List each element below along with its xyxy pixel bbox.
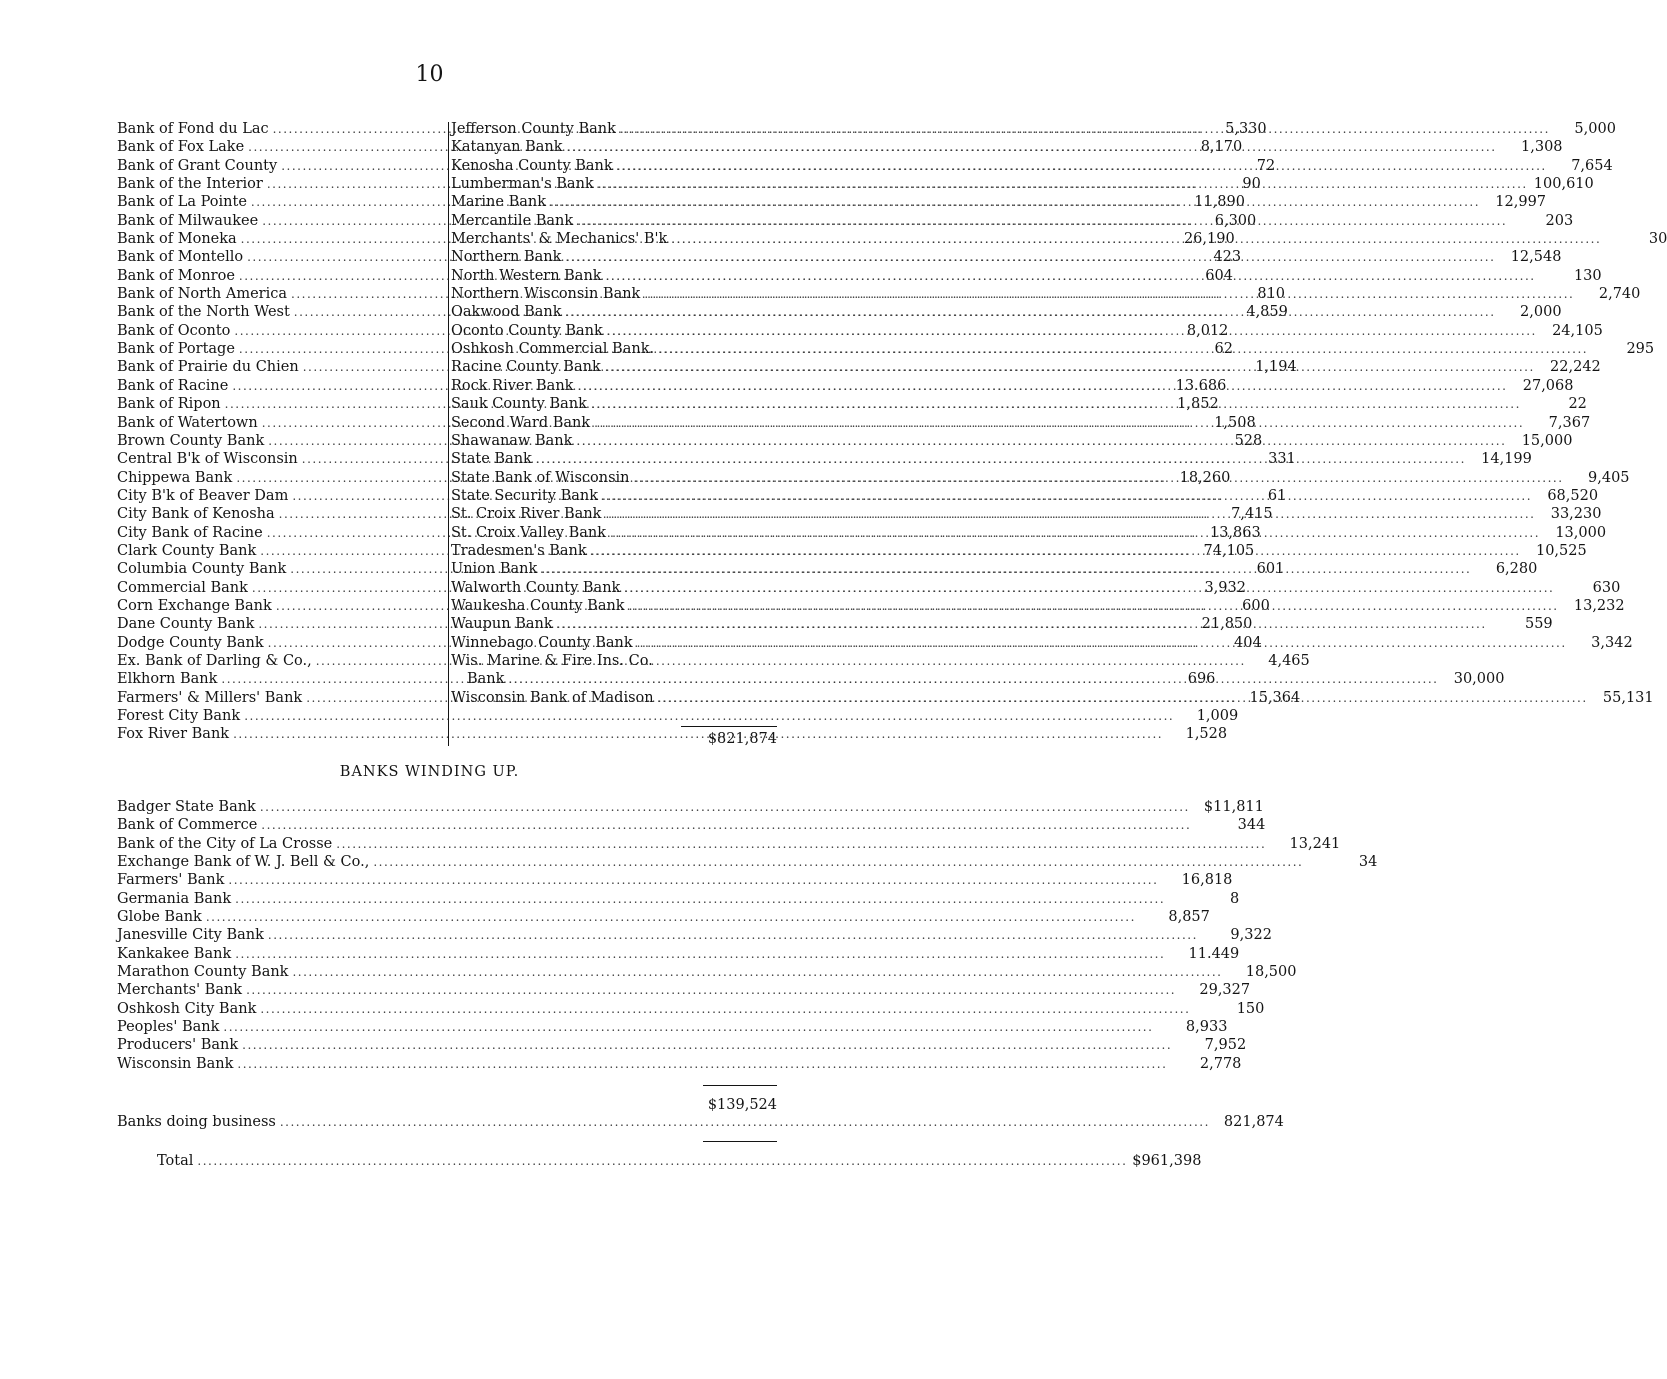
dot-leader bbox=[566, 303, 1496, 321]
subtotal-rule bbox=[703, 1085, 777, 1086]
dot-leader bbox=[242, 1036, 1172, 1054]
bank-amount: 74,105 bbox=[1203, 542, 1255, 559]
bank-amount: 203 bbox=[1545, 212, 1574, 229]
dot-leader bbox=[550, 193, 1480, 211]
bank-name: Forest City Bank bbox=[117, 708, 241, 724]
bank-name: Bank of North America bbox=[117, 286, 287, 303]
dot-leader bbox=[610, 524, 1540, 542]
bank-name: Bank of the Interior bbox=[117, 176, 263, 193]
winding-bank-row bbox=[117, 908, 1210, 926]
bank-name: Oshkosh City Bank bbox=[117, 1000, 257, 1017]
bank-amount: 4,465 bbox=[1268, 652, 1310, 669]
bank-amount: 7,415 bbox=[1231, 506, 1273, 523]
dot-leader bbox=[235, 890, 1165, 908]
bank-amount: 2,740 bbox=[1598, 286, 1641, 303]
bank-name: Oakwood Bank bbox=[451, 304, 562, 321]
bank-name: Peoples' Bank bbox=[117, 1019, 220, 1036]
bank-name: Commercial Bank bbox=[117, 579, 248, 596]
winding-bank-row bbox=[117, 981, 1251, 999]
bank-amount: 7,367 bbox=[1548, 414, 1591, 431]
doing-business-label: Banks doing business bbox=[117, 1114, 276, 1130]
dot-leader bbox=[206, 908, 1136, 926]
dot-leader bbox=[223, 1018, 1153, 1036]
dot-leader bbox=[577, 212, 1507, 230]
bank-amount: 12,997 bbox=[1495, 194, 1547, 211]
dot-leader bbox=[606, 267, 1536, 285]
bank-name: St. Croix River Bank bbox=[451, 506, 602, 523]
bank-row bbox=[451, 652, 777, 670]
dot-leader bbox=[261, 816, 1191, 834]
bank-name: Wisconsin Bank of Madison bbox=[451, 689, 654, 706]
bank-amount: 4,859 bbox=[1246, 304, 1288, 321]
dot-leader bbox=[607, 322, 1537, 340]
bank-amount: 5,330 bbox=[1225, 121, 1267, 137]
bank-name: State Bank of Wisconsin bbox=[451, 469, 630, 486]
bank-name: Racine County Bank bbox=[451, 359, 601, 376]
bank-amount: 3,342 bbox=[1591, 634, 1633, 651]
bank-amount: 55,131 bbox=[1602, 689, 1654, 706]
bank-name: Bank of Watertown bbox=[117, 414, 258, 431]
bank-amount: 8,012 bbox=[1186, 322, 1229, 339]
bank-name: Dane County Bank bbox=[117, 616, 255, 633]
bank-name: Farmers' & Millers' Bank bbox=[117, 689, 303, 706]
bank-amount: 1,009 bbox=[1196, 708, 1239, 724]
bank-amount: 6,280 bbox=[1495, 561, 1538, 578]
dot-leader bbox=[292, 963, 1222, 981]
dot-leader bbox=[658, 340, 1588, 358]
bank-amount: 696 bbox=[1187, 671, 1216, 688]
bank-name: Bank of the North West bbox=[117, 304, 290, 321]
bank-name: Union Bank bbox=[451, 561, 538, 578]
total-rule bbox=[681, 726, 777, 727]
dot-leader bbox=[557, 615, 1487, 633]
bank-amount: 12,548 bbox=[1510, 249, 1562, 266]
dot-leader bbox=[237, 1055, 1167, 1073]
dot-leader bbox=[658, 689, 1588, 707]
dot-leader bbox=[541, 560, 1471, 578]
dot-leader bbox=[605, 505, 1535, 523]
bank-name: North Western Bank bbox=[451, 267, 602, 284]
total-value: $961,398 bbox=[1132, 1153, 1202, 1169]
bank-name: Elkhorn Bank bbox=[117, 671, 218, 688]
bank-name: State Security Bank bbox=[451, 487, 599, 504]
winding-up-list bbox=[117, 798, 1378, 1073]
winding-bank-row bbox=[117, 1000, 1265, 1018]
dot-leader bbox=[598, 175, 1528, 193]
bank-name: Farmers' Bank bbox=[117, 872, 225, 889]
bank-name: Bank of Prairie du Chien bbox=[117, 359, 299, 376]
bank-amount: 6,300 bbox=[1214, 212, 1257, 229]
bank-amount: 62 bbox=[1214, 341, 1233, 358]
bank-amount: 68,520 bbox=[1547, 487, 1599, 504]
dot-leader bbox=[617, 157, 1547, 175]
bank-name: Bank of Oconto bbox=[117, 322, 231, 339]
bank-amount: 295 bbox=[1626, 341, 1655, 358]
bank-amount: 344 bbox=[1237, 817, 1266, 834]
winding-bank-row bbox=[117, 963, 1297, 981]
dot-leader bbox=[244, 707, 1174, 725]
bank-name: Bank of Milwaukee bbox=[117, 212, 259, 229]
bank-name: Bank of La Pointe bbox=[117, 194, 247, 211]
page-number: 10 bbox=[415, 62, 444, 87]
bank-name: Ex. Bank of Darling & Co., bbox=[117, 652, 312, 669]
bank-name: Kenosha County Bank bbox=[451, 157, 613, 174]
bank-name: Marine Bank bbox=[451, 194, 547, 211]
bank-amount: 14,199 bbox=[1481, 451, 1532, 468]
bank-name: Winnebago County Bank bbox=[451, 634, 633, 651]
dot-leader bbox=[280, 1113, 1210, 1131]
dot-leader bbox=[594, 414, 1524, 432]
bank-name: State Bank bbox=[451, 451, 532, 468]
bank-amount: 3,932 bbox=[1204, 579, 1246, 596]
bank-name: Corn Exchange Bank bbox=[117, 597, 272, 614]
bank-amount: 1,194 bbox=[1255, 359, 1297, 376]
winding-up-heading: BANKS WINDING UP. bbox=[339, 764, 520, 780]
bank-amount: 559 bbox=[1524, 616, 1553, 633]
bank-amount: 61 bbox=[1267, 487, 1287, 504]
bank-name: Bank of Montello bbox=[117, 249, 244, 266]
bank-row bbox=[117, 707, 1239, 725]
dot-leader bbox=[629, 597, 1559, 615]
bank-name: Jefferson County Bank bbox=[451, 121, 616, 137]
bank-name: Bank of Ripon bbox=[117, 396, 221, 413]
winding-bank-row bbox=[117, 1036, 1247, 1054]
bank-name: Wis. Marine & Fire Ins. Co. bbox=[451, 652, 653, 669]
bank-name: Columbia County Bank bbox=[117, 561, 287, 578]
bank-name: Sauk County Bank bbox=[451, 396, 587, 413]
bank-name: Northern Bank bbox=[451, 249, 562, 266]
bank-name: Badger State Bank bbox=[117, 799, 256, 815]
bank-name: Dodge County Bank bbox=[117, 634, 264, 651]
dot-leader bbox=[260, 1000, 1190, 1018]
dot-leader bbox=[235, 945, 1165, 963]
dot-leader bbox=[336, 835, 1266, 853]
bank-name: City Bank of Racine bbox=[117, 524, 263, 541]
winding-bank-row bbox=[117, 1055, 1242, 1073]
bank-name: Oshkosh Commercial Bank. bbox=[451, 341, 655, 358]
bank-amount: 600 bbox=[1242, 597, 1270, 614]
bank-amount: 810 bbox=[1257, 286, 1286, 303]
bank-amount: 22 bbox=[1568, 396, 1587, 413]
bank-name: Marathon County Bank bbox=[117, 964, 289, 981]
dot-leader bbox=[268, 926, 1198, 944]
bank-name: Merchants' & Mechanics' B'k bbox=[451, 231, 668, 248]
bank-amount: 11.449 bbox=[1188, 945, 1240, 962]
dot-leader bbox=[602, 487, 1532, 505]
bank-amount: 24,105 bbox=[1552, 322, 1603, 339]
bank-name: Bank of Fox Lake bbox=[117, 139, 245, 156]
bank-name: St. Croix Valley Bank bbox=[451, 524, 607, 541]
dot-leader bbox=[605, 358, 1535, 376]
bank-amount: 1,308 bbox=[1521, 139, 1563, 156]
dot-leader bbox=[246, 981, 1176, 999]
bank-amount: 100,610 bbox=[1533, 176, 1594, 193]
bank-amount: 404 bbox=[1234, 634, 1262, 651]
bank-amount: 150 bbox=[1236, 1000, 1265, 1017]
winding-bank-row bbox=[117, 926, 1272, 944]
grand-total-row bbox=[157, 1152, 1202, 1170]
bank-name: Mercantile Bank bbox=[451, 212, 574, 229]
dot-leader bbox=[624, 579, 1554, 597]
bank-name: Lumberman's Bank bbox=[451, 176, 594, 193]
bank-amount: 16,818 bbox=[1181, 872, 1233, 889]
bank-name: Merchants' Bank bbox=[117, 982, 243, 999]
dot-leader bbox=[644, 285, 1574, 303]
bank-name: Janesville City Bank bbox=[117, 927, 264, 944]
bank-amount: 15,364 bbox=[1249, 689, 1301, 706]
bank-amount: 528 bbox=[1234, 432, 1263, 449]
bank-name: Bank of the City of La Crosse bbox=[117, 835, 333, 852]
dot-leader bbox=[197, 1152, 1127, 1170]
dot-leader bbox=[620, 120, 1550, 138]
total-label: Total bbox=[157, 1153, 194, 1169]
dot-leader bbox=[233, 725, 1163, 743]
bank-name: Wisconsin Bank bbox=[117, 1055, 234, 1072]
right-total-amount: $821,874 bbox=[707, 731, 777, 747]
winding-bank-row bbox=[117, 1018, 1228, 1036]
bank-amount: 8 bbox=[1229, 890, 1240, 907]
dot-leader bbox=[634, 469, 1564, 487]
bank-amount: 13,241 bbox=[1289, 835, 1341, 852]
winding-bank-row bbox=[117, 871, 1233, 889]
bank-name: Walworth County Bank bbox=[451, 579, 621, 596]
bank-amount: 8,857 bbox=[1168, 909, 1210, 926]
winding-bank-row bbox=[117, 945, 1240, 963]
bank-amount: 22,242 bbox=[1550, 359, 1601, 376]
bank-name: Bank of Monroe bbox=[117, 267, 235, 284]
bank-row bbox=[117, 670, 1216, 688]
bank-amount: 130 bbox=[1573, 267, 1602, 284]
bank-amount: 5,000 bbox=[1574, 121, 1616, 137]
bank-amount: 8,933 bbox=[1185, 1019, 1228, 1036]
bank-name: Waupun Bank bbox=[451, 616, 553, 633]
bank-amount: 30,000 bbox=[1453, 671, 1505, 688]
dot-leader bbox=[591, 395, 1521, 413]
bank-amount: 11,890 bbox=[1194, 194, 1245, 211]
bank-amount: 8,170 bbox=[1200, 139, 1243, 156]
bank-amount: 601 bbox=[1256, 561, 1285, 578]
bank-name: Bank of Fond du Lac bbox=[117, 121, 269, 137]
bank-amount: 630 bbox=[1592, 579, 1621, 596]
dot-leader bbox=[260, 798, 1190, 816]
bank-name: Second Ward Bank bbox=[451, 414, 591, 431]
bank-name: Kankakee Bank bbox=[117, 945, 232, 962]
dot-leader bbox=[576, 432, 1506, 450]
bank-amount: 72 bbox=[1256, 157, 1276, 174]
column-divider bbox=[448, 122, 449, 746]
bank-amount: 7,952 bbox=[1204, 1037, 1247, 1054]
winding-bank-row bbox=[117, 835, 1341, 853]
bank-amount: 21,850 bbox=[1201, 616, 1253, 633]
winding-bank-row bbox=[117, 890, 1240, 908]
bank-amount: 9,405 bbox=[1588, 469, 1630, 486]
bank-amount: 18,260 bbox=[1179, 469, 1231, 486]
bank-amount: 604 bbox=[1205, 267, 1233, 284]
bank-amount: 13.686 bbox=[1175, 377, 1227, 394]
dot-leader bbox=[508, 670, 1438, 688]
bank-name: Bank of Portage bbox=[117, 341, 235, 358]
bank-name: Brown County Bank bbox=[117, 432, 265, 449]
dot-leader bbox=[637, 634, 1567, 652]
bank-name: Exchange Bank of W. J. Bell & Co., bbox=[117, 854, 370, 871]
bank-amount: 13,863 bbox=[1209, 524, 1261, 541]
bank-name: Clark County Bank bbox=[117, 542, 257, 559]
bank-name: Oconto County Bank bbox=[451, 322, 603, 339]
bank-amount: 1,508 bbox=[1214, 414, 1256, 431]
bank-amount: 1,528 bbox=[1185, 726, 1228, 743]
bank-name: Northern Wisconsin Bank bbox=[451, 286, 641, 303]
bank-name: Bank bbox=[467, 671, 505, 688]
bank-amount: 331 bbox=[1268, 451, 1296, 468]
dot-leader bbox=[565, 248, 1495, 266]
bank-name: City Bank of Kenosha bbox=[117, 506, 275, 523]
bank-name: Bank of Racine bbox=[117, 377, 229, 394]
bank-amount: 34 bbox=[1358, 854, 1378, 871]
bank-amount: 2,778 bbox=[1199, 1055, 1242, 1072]
bank-amount: 13,000 bbox=[1555, 524, 1607, 541]
doing-business-value: 821,874 bbox=[1223, 1114, 1284, 1130]
bank-name: Germania Bank bbox=[117, 890, 232, 907]
bank-name: Fox River Bank bbox=[117, 726, 230, 743]
bank-name: Bank of Moneka bbox=[117, 231, 237, 248]
bank-amount: 10,525 bbox=[1535, 542, 1587, 559]
winding-subtotal: $139,524 bbox=[707, 1097, 777, 1113]
winding-bank-row bbox=[117, 816, 1266, 834]
bank-amount: 26,190 bbox=[1183, 231, 1235, 248]
bank-amount: 1,852 bbox=[1177, 396, 1219, 413]
dot-leader bbox=[567, 138, 1497, 156]
total-rule bbox=[703, 1141, 777, 1142]
dot-leader bbox=[671, 230, 1601, 248]
bank-name: Central B'k of Wisconsin bbox=[117, 451, 298, 468]
bank-amount: 18,500 bbox=[1245, 964, 1297, 981]
dot-leader bbox=[577, 377, 1507, 395]
doing-business-row bbox=[117, 1113, 1284, 1131]
bank-amount: 29,327 bbox=[1199, 982, 1251, 999]
bank-amount: 90 bbox=[1242, 176, 1261, 193]
dot-leader bbox=[228, 871, 1158, 889]
bank-amount: 13,232 bbox=[1573, 597, 1625, 614]
bank-amount: 27,068 bbox=[1522, 377, 1574, 394]
bank-name: Tradesmen's Bank bbox=[451, 542, 587, 559]
bank-name: Bank of Commerce bbox=[117, 817, 258, 834]
bank-name: Bank of Grant County bbox=[117, 157, 278, 174]
dot-leader bbox=[373, 853, 1303, 871]
dot-leader bbox=[591, 542, 1521, 560]
bank-name: Chippewa Bank bbox=[117, 469, 233, 486]
bank-name: Katanyan Bank bbox=[451, 139, 563, 156]
bank-amount: $11,811 bbox=[1203, 799, 1264, 815]
dot-leader bbox=[536, 450, 1466, 468]
bank-amount: 7,654 bbox=[1571, 157, 1613, 174]
bank-name: Shawanaw Bank bbox=[451, 432, 573, 449]
bank-amount: 15,000 bbox=[1521, 432, 1573, 449]
winding-bank-row bbox=[117, 798, 1264, 816]
bank-name: City B'k of Beaver Dam bbox=[117, 487, 289, 504]
bank-amount: 9,322 bbox=[1230, 927, 1272, 944]
bank-amount: 30 bbox=[1648, 231, 1667, 248]
bank-amount: 33,230 bbox=[1550, 506, 1602, 523]
bank-name: Producers' Bank bbox=[117, 1037, 239, 1054]
winding-bank-row bbox=[117, 853, 1378, 871]
bank-amount: 423 bbox=[1213, 249, 1242, 266]
bank-amount: 2,000 bbox=[1520, 304, 1562, 321]
bank-name: Waukesha County Bank bbox=[451, 597, 625, 614]
bank-name: Rock River Bank bbox=[451, 377, 574, 394]
bank-name: Globe Bank bbox=[117, 909, 202, 926]
